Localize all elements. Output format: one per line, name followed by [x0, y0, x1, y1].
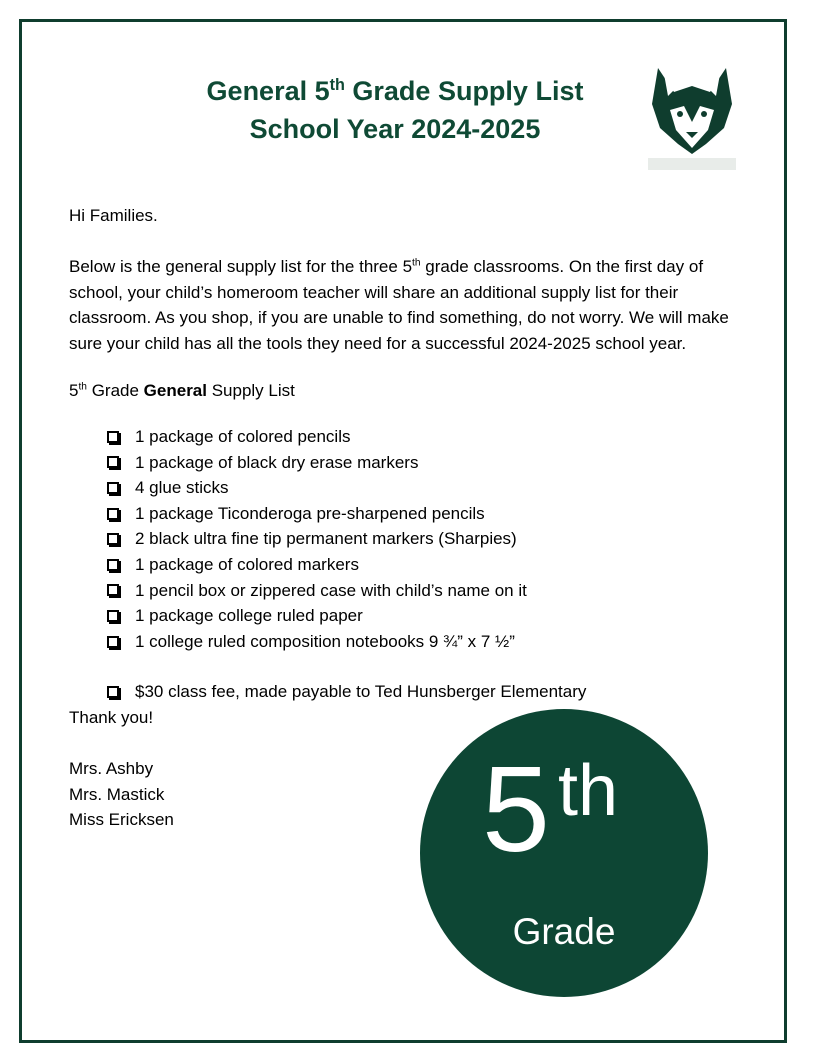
teacher-signatures	[69, 756, 174, 833]
thank-you: Thank you!	[69, 708, 154, 727]
teacher-name: Mrs. Mastick	[69, 784, 165, 804]
checkbox-icon	[107, 559, 119, 571]
page-subtitle: School Year 2024-2025	[249, 114, 541, 144]
supply-item: 1 package of colored pencils	[107, 424, 527, 450]
intro-paragraph: Below is the general supply list for the three 5th grade classrooms. On the first day of school, your child’s homeroom teacher will share an additional supply list for their classroom. As you shop, if you are unable to find something, do not worry. We will make sure your child has all the tools they need for a successful 2024-2025 school year.	[69, 257, 729, 353]
checkbox-icon	[107, 533, 119, 545]
checkbox-icon	[107, 584, 119, 596]
supply-item: 1 college ruled composition notebooks 9 ¾” x 7 ½”	[107, 629, 527, 655]
checkbox-icon	[107, 456, 119, 468]
badge-number: 5	[482, 741, 550, 877]
supply-list	[107, 424, 527, 654]
checkbox-icon	[107, 636, 119, 648]
checkbox-icon	[107, 482, 119, 494]
page-title: General 5th Grade Supply List	[206, 76, 584, 106]
teacher-name: Mrs. Ashby	[69, 759, 154, 778]
class-fee-item: $30 class fee, made payable to Ted Hunsberger Elementary	[107, 679, 586, 705]
supply-item: 1 package of black dry erase markers	[107, 450, 527, 476]
grade-badge	[420, 709, 708, 997]
supply-item: 4 glue sticks	[107, 475, 527, 501]
checkbox-icon	[107, 610, 119, 622]
teacher-name: Miss Ericksen	[69, 810, 174, 829]
badge-suffix: th	[558, 751, 619, 831]
husky-logo-icon	[644, 62, 740, 178]
badge-label: Grade	[512, 911, 616, 952]
supply-item: 2 black ultra fine tip permanent markers (Sharpies)	[107, 526, 527, 552]
supply-item: 1 pencil box or zippered case with child’s name on it	[107, 578, 527, 604]
supply-item: 1 package Ticonderoga pre-sharpened pencils	[107, 501, 527, 527]
greeting: Hi Families.	[69, 206, 158, 225]
checkbox-icon	[107, 686, 119, 698]
supply-item: 1 package college ruled paper	[107, 603, 527, 629]
supply-item: 1 package of colored markers	[107, 552, 527, 578]
checkbox-icon	[107, 431, 119, 443]
list-heading: 5th Grade General Supply List	[69, 381, 295, 400]
checkbox-icon	[107, 508, 119, 520]
